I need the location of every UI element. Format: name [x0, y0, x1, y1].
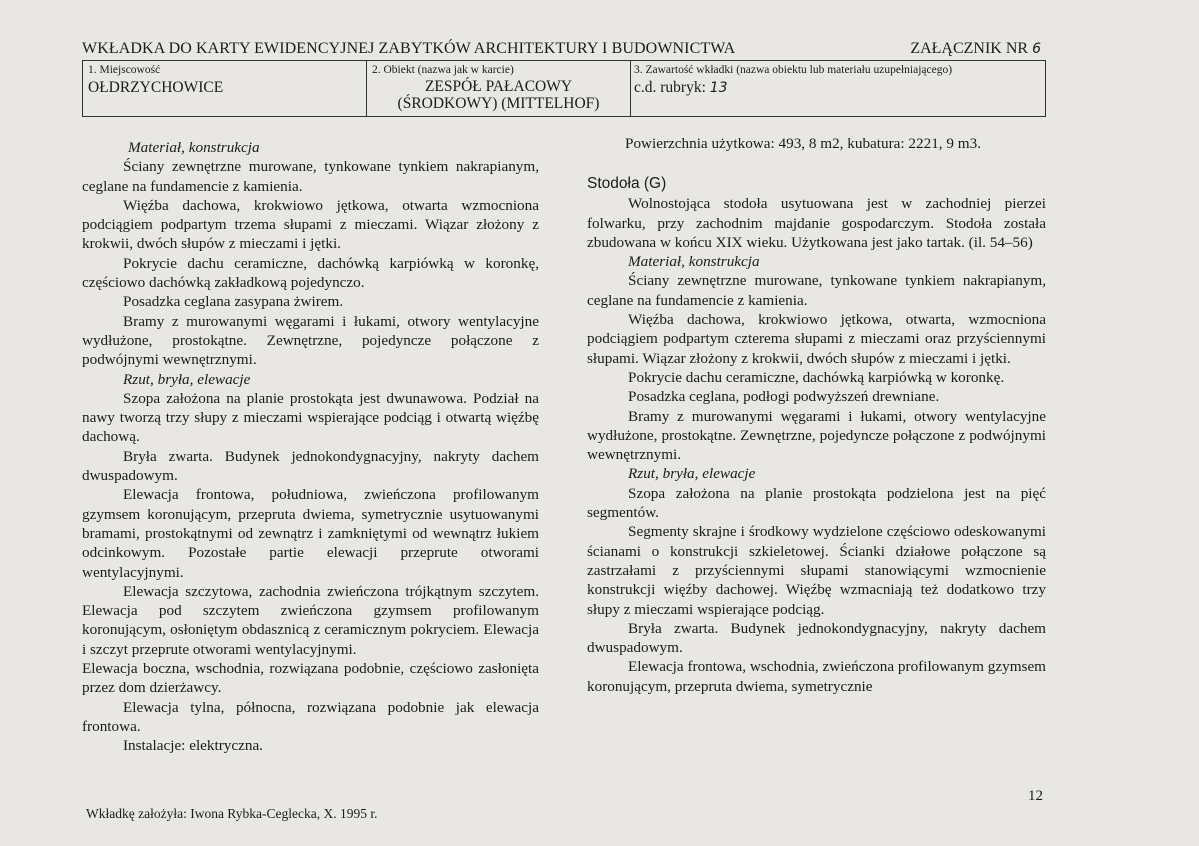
field-contents-value — [634, 79, 1045, 97]
paragraph: Więźba dachowa, krokwiowo jętkowa, otwarta, wzmocniona podciągiem podpartym czterema słupami z mieczami oraz przyściennymi słupami. Wiązar złożony z krokwii, dwóch słupów z mieczami i jętki. — [587, 311, 1046, 367]
paragraph: Pokrycie dachu ceramiczne, dachówką karpiówką w koronkę, częściowo dachówką zakładkową pojedynczo. — [82, 254, 539, 292]
paragraph: Ściany zewnętrzne murowane, tynkowane tynkiem nakrapianym, ceglane na fundamencie z kamienia. — [587, 272, 1046, 309]
author-note: Wkładkę założyła: Iwona Rybka-Ceglecka, X. 1995 r. — [86, 806, 378, 821]
paragraph: Szopa założona na planie prostokąta podzielona jest na pięć segmentów. — [587, 484, 1046, 522]
field-object-value — [367, 78, 630, 112]
field-contents-label: 3. Zawartość wkładki (nazwa obiektu lub materiału uzupełniającego) — [634, 64, 953, 76]
field-contents-handwritten: 13 — [709, 80, 728, 96]
paragraph: Bramy z murowanymi węgarami i łukami, otwory wentylacyjne wydłużone, prostokątne. Zewnętrzne, pojedyncze połączone z podwójnymi wewnętrznymi. — [82, 312, 539, 369]
field-locality — [83, 61, 366, 116]
subheading-material: Materiał, konstrukcja — [628, 253, 760, 271]
paragraph: Elewacja boczna, wschodnia, rozwiązana podobnie, częściowo zasłonięta przez dom dzierżawcy. — [82, 660, 539, 697]
paragraph: Szopa założona na planie prostokąta jest dwunawowa. Podział na nawy tworzą trzy słupy z mieczami wspierające podciąg i otwartą więźbę dachową. — [82, 389, 539, 446]
right-column — [587, 174, 1046, 696]
paragraph: Bryła zwarta. Budynek jednokondygnacyjny, nakryty dachem dwuspadowym. — [587, 619, 1046, 657]
page-number: 12 — [1028, 788, 1043, 804]
paragraph: Posadzka ceglana, podłogi podwyższeń drewniane. — [628, 388, 940, 406]
paragraph: Posadzka ceglana zasypana żwirem. — [123, 293, 344, 311]
field-locality-label: 1. Miejscowość — [88, 64, 161, 76]
paragraph: Wolnostojąca stodoła usytuowana jest w zachodniej pierzei folwarku, przy zachodnim majdanie gospodarczym. Stodoła została zbudowana w końcu XIX wieku. Użytkowana jest jako tartak. (il. 54–56) — [587, 195, 1046, 251]
subheading-plan: Rzut, bryła, elewacje — [628, 465, 756, 483]
paragraph: Instalacje: elektryczna. — [123, 737, 263, 755]
paragraph: Bramy z murowanymi węgarami i łukami, otwory wentylacyjne wydłużone, prostokątne. Zewnętrzne, pojedyncze połączone z podwójnymi wewnętrznymi. — [587, 407, 1046, 464]
subheading-plan: Rzut, bryła, elewacje — [123, 370, 251, 388]
attachment-label: ZAŁĄCZNIK NR — [910, 40, 1029, 57]
paragraph: Pokrycie dachu ceramiczne, dachówką karpiówką w koronkę. — [628, 368, 1005, 386]
field-contents-prefix: c.d. rubryk: — [634, 79, 706, 96]
field-object-value-line1: ZESPÓŁ PAŁACOWY — [424, 78, 573, 95]
field-object — [366, 61, 631, 116]
field-object-value-line2: (ŚRODKOWY) (MITTELHOF) — [397, 95, 600, 112]
paragraph: Elewacja frontowa, południowa, zwieńczona profilowanym gzymsem koronującym, przepruta dwiema, symetrycznie usytuowanymi bramami, prostokątnymi od zewnątrz i zamkniętymi od wewnątrz łukiem odcinkowym. Pozostałe partie elewacji przeprute otworami wentylacyjnymi. — [82, 486, 539, 581]
paragraph: Ściany zewnętrzne murowane, tynkowane tynkiem nakrapianym, ceglane na fundamencie z kamienia. — [82, 158, 539, 195]
section-heading-barn: Stodoła (G) — [587, 175, 667, 192]
paragraph: Bryła zwarta. Budynek jednokondygnacyjny, nakryty dachem dwuspadowym. — [82, 447, 539, 485]
paragraph: Więźba dachowa, krokwiowo jętkowa, otwarta wzmocniona podciągiem podpartym trzema słupami z mieczami. Wiązar złożony z krokwii, dwóch słupów z mieczami i jętki. — [82, 196, 539, 253]
form-title: WKŁADKA DO KARTY EWIDENCYJNEJ ZABYTKÓW ARCHITEKTURY I BUDOWNICTWA — [82, 40, 736, 57]
attachment-number — [910, 40, 1041, 58]
header-fields-box — [82, 60, 1046, 117]
attachment-number-handwritten: 6 — [1032, 41, 1041, 57]
field-contents — [629, 61, 1045, 116]
area-volume-line: Powierzchnia użytkowa: 493, 8 m2, kubatura: 2221, 9 m3. — [625, 135, 981, 152]
paragraph: Elewacja frontowa, wschodnia, zwieńczona profilowanym gzymsem koronującym, przepruta dwiema, symetrycznie — [587, 658, 1046, 695]
paragraph: Elewacja tylna, północna, rozwiązana podobnie jak elewacja frontowa. — [82, 698, 539, 735]
paragraph: Segmenty skrajne i środkowy wydzielone częściowo odeskowanymi ścianami o konstrukcji szkieletowej. Ścianki działowe połączone są zastrzałami z przyściennymi słupami stanowiącymi wzmocnienie konstrukcji więźby dachowej. Więźbę wzmacniają też dodatkowo trzy słupy z mieczami wspierające podciąg. — [587, 523, 1046, 618]
subheading-material: Materiał, konstrukcja — [128, 139, 260, 156]
field-object-label: 2. Obiekt (nazwa jak w karcie) — [372, 64, 514, 76]
left-column — [82, 138, 539, 756]
field-locality-value: OŁDRZYCHOWICE — [88, 79, 224, 96]
paragraph: Elewacja szczytowa, zachodnia zwieńczona trójkątnym szczytem. Elewacja pod szczytem zwieńczona gzymsem profilowanym koronującym, osłoniętym obdasznicą z ceramicznym pokryciem. Elewacja i szczyt przeprute otworami wentylacyjnymi. — [82, 582, 539, 658]
